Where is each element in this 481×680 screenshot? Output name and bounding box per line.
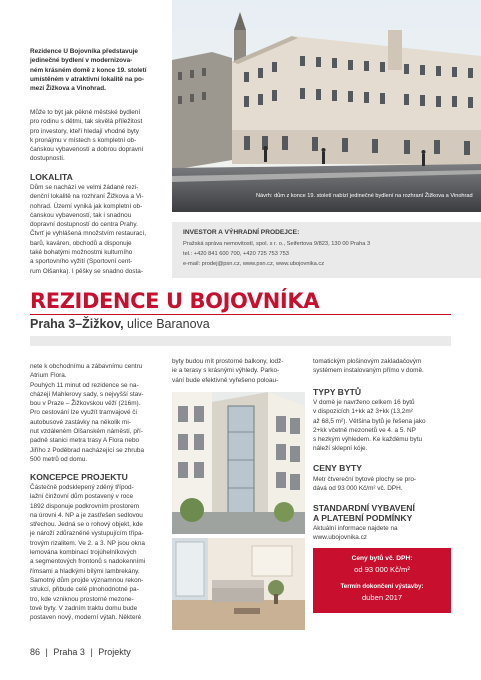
photo-caption: Návrh: dům z konce 19. století nabízí jedinečné bydlení na rozhraní Žižkova a Vinohrad: [256, 193, 473, 199]
typy-text: V domě je navrženo celkem 16 bytů v dispozicích 1+kk až 3+kk (13,2m² až 68,5 m²). Většina bytů je řešena jako 2+kk včetně mezonetů ve 4. a 5. NP s hezkým výhledem. Ke každému bytu náleží sklepní kóje.: [313, 399, 426, 453]
courtyard-rendering: [172, 392, 305, 534]
subtitle-location: Praha 3–Žižkov,: [30, 317, 124, 331]
investor-address: Pražská správa nemovitostí, spol. s r. o., Seifertova 9/823, 130 00 Praha 3: [183, 241, 371, 247]
page-title: REZIDENCE U BOJOVNÍKA: [30, 289, 320, 313]
lokalita-heading: LOKALITA: [30, 172, 73, 182]
courtyard-illustration: [172, 392, 305, 534]
column-2-text: byty budou mít prostorné balkony, lodž- ie a terasy s krásnými výhledy. Parko- vání bude efektivně vyřešeno poloau-: [172, 358, 284, 384]
building-photo: [172, 0, 481, 212]
footer-separator: |: [45, 647, 48, 657]
title-rule: [30, 314, 451, 315]
price-label: Ceny bytů vč. DPH:: [351, 555, 413, 562]
column-3-text: tomatickým plošinovým zakladačovým systémem instalovaným přímo v domě.: [313, 358, 424, 375]
koncepce-text: Částečně podsklepený zděný třípod- lažní činžovní dům postavený v roce 1892 disponuje podkrovním prostorem na úrovni 4. NP a je zastřešen sedlovou střechou. Jedná se o rohový objekt, kde je nároží zdůrazněné vystupujícím třípa- trovým rizalitem. Ve 2. a 3. NP jsou okna lemována kombinací trojúhelníkových a segmentových frontonů s nadokenními římsami a hladkými bílými lambrekány. Samotný dům projde významnou rekon- strukcí, přibude celé plnohodnotné pa- tro, kde vzniknou prostorné mezone- tové byty. V zadním traktu domu bude postaven nový, moderní výtah. Některé: [30, 484, 146, 622]
intro-paragraph: Může to být jak pěkné městské bydlení pro rodinu s dětmi, tak skvělá příležitost pro investory, kteří hledají vhodné byty k pronájmu v místech s kompletní ob- čanskou vybaveností a dobrou dopravní dostupností.: [30, 109, 144, 163]
page-number: 86: [30, 647, 41, 657]
koncepce-heading: KONCEPCE PROJEKTU: [30, 472, 128, 482]
price-value: od 93 000 Kč/m²: [354, 565, 410, 574]
column-1-text: nete k obchodnímu a zábavnímu centru Atrium Flora. Pouhých 11 minut od rezidence se na- cházejí Mahlerovy sady, s nejvyšší stav- bou v Praze – Žižkovskou věží (216m). Pro cestování lze využít tramvajové či autobusové zastávky na několik mi- nut vzdáleném Olšanském náměstí, pří- padně stanici metra trasy A Flora nebo Jiřího z Poděbrad nacházející se zhruba 500 metrů od domu.: [30, 363, 145, 463]
intro-text: Rezidence U Bojovníka představuje jedinečné bydlení v modernizova- ném krásném domě z konce 19. století umístěném v atraktivní lokalitě na po- mezí Žižkova a Vinohrad.: [30, 48, 147, 93]
standard-heading: STANDARDNÍ VYBAVENÍ A PLATEBNÍ PODMÍNKY: [313, 503, 415, 523]
lokalita-text: Dům se nachází ve velmi žádané rezi- denční lokalitě na rozhraní Žižkova a Vi- nohrad. Území vyniká jak kompletní ob- čanskou vybaveností, tak i snadnou dopravní dostupností do centra Prahy. Čtvrť je vyhlášená množstvím restaurací, barů, kaváren, obchodů a disponuje také bohatými možnostmi kulturního a sportovního vyžití (Sportovní cent- rum Olšanka). I pěšky se snadno dosta-: [30, 184, 147, 275]
subtitle-street: ulice Baranova: [123, 317, 210, 331]
standard-text: Aktuální informace najdete na www.ubojovnika.cz: [313, 525, 398, 542]
interior-rendering: [172, 538, 305, 630]
investor-phone: tel.: +420 841 600 700, +420 725 753 753: [183, 251, 289, 257]
interior-illustration: [172, 538, 305, 630]
ceny-heading: CENY BYTY: [313, 463, 363, 473]
footer-separator-2: |: [90, 647, 93, 657]
investor-heading: INVESTOR A VÝHRADNÍ PRODEJCE:: [183, 229, 300, 236]
ceny-text: Metr čtvereční bytové plochy se pro- dává od 93 000 Kč/m² vč. DPH.: [313, 476, 417, 493]
footer-category: Projekty: [98, 647, 131, 657]
subtitle-band: [30, 336, 451, 346]
completion-label: Termín dokončení výstavby:: [340, 583, 424, 590]
page-subtitle: [30, 317, 210, 331]
building-illustration: [172, 0, 481, 212]
footer-section: Praha 3: [53, 647, 85, 657]
completion-value: duben 2017: [361, 593, 403, 602]
page-footer: [30, 647, 131, 657]
investor-contact: e-mail: prodej@psn.cz, www.psn.cz, www.ubojovnika.cz: [183, 261, 325, 267]
typy-heading: TYPY BYTŮ: [313, 387, 362, 397]
